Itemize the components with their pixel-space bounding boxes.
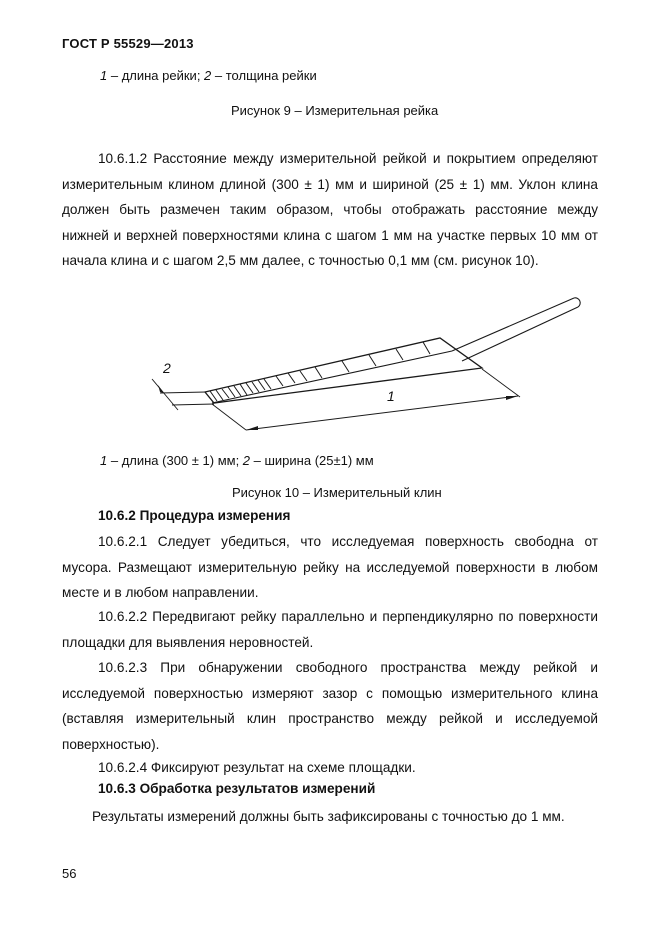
dimension-2-arrow (158, 385, 164, 393)
figure10-label-2: 2 (163, 360, 171, 376)
dimension-2-extension-bottom (172, 404, 214, 405)
wedge-handle-bottom-edge (462, 307, 578, 361)
wedge-scale-ticks (210, 342, 430, 401)
figure9-caption: Рисунок 9 – Измерительная рейка (231, 103, 439, 118)
figure10-legend-num1: 1 (100, 453, 108, 468)
figure10-label-1: 1 (387, 388, 395, 404)
figure9-legend-num2: 2 (204, 68, 212, 83)
dimension-2-leader (152, 379, 178, 410)
document-header: ГОСТ Р 55529—2013 (62, 36, 194, 51)
wedge-body (205, 338, 482, 403)
figure10-caption: Рисунок 10 – Измерительный клин (232, 485, 442, 500)
wedge-handle-tip (574, 298, 580, 307)
paragraph-10-6-2-1: 10.6.2.1 Следует убедиться, что исследуемая поверхность свободна от мусора. Размещают измерительную рейку на исследуемой поверхности в любом месте и в любом направлении. (62, 534, 598, 600)
dimension-2-extension-top (160, 392, 206, 393)
section-heading-10-6-3: 10.6.3 Обработка результатов измерений (98, 781, 376, 796)
page-number: 56 (62, 866, 77, 881)
wedge-scale-band-edge (212, 351, 452, 403)
section-heading-10-6-2: 10.6.2 Процедура измерения (98, 508, 291, 523)
paragraph-10-6-2-2: 10.6.2.2 Передвигают рейку параллельно и перпендикулярно по поверхности площадки для выявления неровностей. (62, 609, 598, 650)
paragraph-10-6-1-2: 10.6.1.2 Расстояние между измерительной рейкой и покрытием определяют измерительным клином длиной (300 ± 1) мм и шириной (25 ± 1) мм. Уклон клина должен быть размечен таким образом, чтобы отображать расстояние между нижней и верхней поверхностями клина с шагом 1 мм на участке первых 10 мм от начала клина и с шагом 2,5 мм далее, с точностью 0,1 мм (см. рисунок 10). (62, 151, 598, 268)
paragraph-10-6-2-4: 10.6.2.4 Фиксируют результат на схеме площадки. (98, 760, 416, 775)
figure10-legend-text1: – длина (300 ± 1) мм; (107, 453, 243, 468)
figure10-legend-text2: – ширина (25±1) мм (250, 453, 374, 468)
figure9-legend-text1: – длина рейки; (107, 68, 205, 83)
dimension-1-arrow-left (246, 426, 258, 430)
dimension-1-extension-right (482, 369, 520, 397)
wedge-handle-top-edge (452, 298, 574, 351)
dimension-1-line (246, 396, 518, 430)
figure10-legend-num2: 2 (242, 453, 251, 468)
figure9-legend (100, 68, 317, 83)
paragraph-10-6-3: Результаты измерений должны быть зафиксированы с точностью до 1 мм. (92, 809, 565, 824)
paragraph-10-6-2-3: 10.6.2.3 При обнаружении свободного пространства между рейкой и исследуемой поверхностью измеряют зазор с помощью измерительного клина (вставляя измерительный клин пространство между рейкой и исследуемой поверхностью). (62, 660, 598, 752)
dimension-1-arrow-right (506, 396, 518, 400)
figure9-legend-num1: 1 (100, 68, 108, 83)
figure10-legend (100, 453, 374, 468)
dimension-1-extension-left (212, 404, 246, 430)
figure9-legend-text2: – толщина рейки (211, 68, 317, 83)
